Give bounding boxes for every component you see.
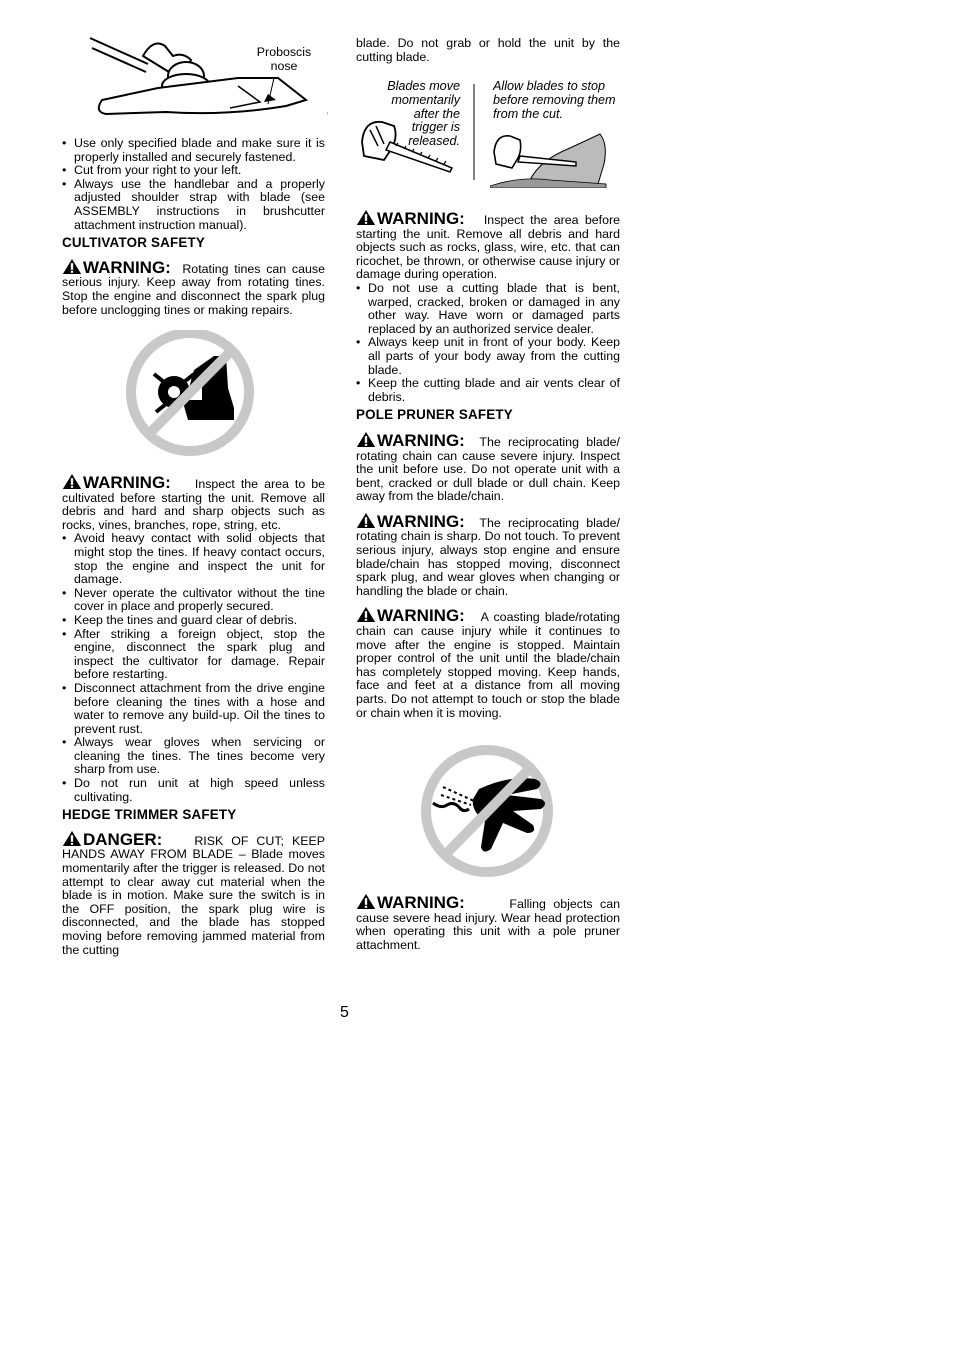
- pointer-line: [262, 76, 282, 108]
- caption-blades-move: Blades move momentarily after the trigger is released.: [387, 79, 460, 149]
- warning-paragraph: [356, 606, 620, 720]
- list-item: • Keep the tines and guard clear of debris.: [62, 614, 325, 628]
- cultivator-bullet-list: [62, 532, 325, 804]
- caption-divider: [472, 84, 476, 180]
- warning-icon: [356, 209, 376, 226]
- warning-text: Rotating tines can cause serious injury. Keep away from rotating tines. Stop the engine and disconnect the spark plug before unclogging tines or making repairs.: [62, 261, 325, 317]
- no-hands-feet-tines-figure: [124, 330, 258, 460]
- proboscis-nose-label: [249, 45, 319, 73]
- list-item: • Disconnect attachment from the drive engine before cleaning the tines with a hose and water to remove any build-up. Oil the tines to prevent rust.: [62, 682, 325, 736]
- warning-label: WARNING:: [377, 430, 465, 450]
- hedge-trimmer-illustration-right: [490, 128, 610, 188]
- list-item: • Never operate the cultivator without the tine cover in place and properly secured.: [62, 587, 325, 614]
- prohibition-symbol-2: [419, 745, 555, 879]
- danger-paragraph: [62, 830, 325, 957]
- warning-icon: [62, 258, 82, 275]
- warning-paragraph: [356, 512, 620, 599]
- falling-objects-block: [356, 893, 620, 952]
- warning-paragraph: [62, 473, 325, 532]
- cultivator-warning-block: [62, 473, 325, 957]
- list-item: • Keep the cutting blade and air vents clear of debris.: [356, 377, 620, 404]
- no-touch-chain-figure: [419, 745, 555, 879]
- warning-label: WARNING:: [377, 209, 465, 228]
- label-line-1: Proboscis: [256, 45, 312, 59]
- warning-icon: [62, 473, 82, 490]
- page-number: 5: [340, 1004, 349, 1021]
- list-item: • Do not use a cutting blade that is bent, warped, cracked, broken or damaged in any other way. Have worn or damaged parts replaced by an authorized service dealer.: [356, 282, 620, 336]
- pole-pruner-heading: POLE PRUNER SAFETY: [356, 407, 513, 423]
- warning-icon: [356, 512, 376, 529]
- area-warning-block: [356, 209, 620, 720]
- warning-icon: [356, 431, 376, 448]
- hedge-trimmer-illustration-left: [356, 116, 456, 176]
- top-bullet-list: [62, 137, 325, 232]
- caption-allow-stop: Allow blades to stop before removing them from the cut.: [493, 79, 616, 121]
- warning-paragraph: [62, 258, 325, 317]
- list-item: • Use only specified blade and make sure it is properly installed and securely fastened.: [62, 137, 325, 164]
- area-bullet-list: [356, 282, 620, 404]
- warning-text: A coasting blade/rotating chain can cause injury while it continues to move after the engine is stopped. Maintain proper control of the unit until the blade/chain has completely stopped moving. Keep hands, face and feet at a distance from all moving parts. Do not attempt to touch or stop the blade or chain when it is moving.: [356, 610, 620, 720]
- prohibition-symbol-1: [124, 330, 258, 460]
- danger-text: RISK OF CUT; KEEP HANDS AWAY FROM BLADE – Blade moves momentarily after the trigger is released. Do not attempt to clear away cut material when the blade is in motion. Make sure the switch is in the OFF position, the spark plug wire is disconnected, and the blade has stopped moving before removing jammed material from the cutting: [62, 833, 325, 957]
- list-item: • Cut from your right to your left.: [62, 164, 325, 178]
- warning-label: WARNING:: [83, 257, 171, 277]
- warning-paragraph: [356, 893, 620, 952]
- list-item: • Do not run unit at high speed unless cultivating.: [62, 777, 325, 804]
- warning-icon: [356, 893, 376, 910]
- danger-icon: [62, 830, 82, 847]
- warning-label: WARNING:: [83, 473, 171, 492]
- list-item: • Avoid heavy contact with solid objects that might stop the tines. If heavy contact occurs, stop the engine and inspect the unit for damage.: [62, 532, 325, 586]
- warning-label: WARNING:: [377, 606, 465, 626]
- list-item: • After striking a foreign object, stop the engine, disconnect the spark plug and inspect the cultivator for damage. Repair before restarting.: [62, 628, 325, 682]
- danger-label: DANGER:: [83, 829, 163, 849]
- cultivator-heading: CULTIVATOR SAFETY: [62, 235, 206, 251]
- warning-paragraph: [356, 209, 620, 282]
- warning-icon: [356, 606, 376, 623]
- continuation-text: blade. Do not grab or hold the unit by the cutting blade.: [356, 36, 620, 64]
- warning-text: Inspect the area to be cultivated before starting the unit. Remove all debris and hard and sharp objects such as rocks, vines, branches, rope, string, etc.: [62, 477, 325, 532]
- warning-label: WARNING:: [377, 893, 465, 912]
- warning-text: The reciprocating blade/ rotating chain is sharp. Do not touch. To prevent serious injury, always stop engine and ensure blade/chain has stopped moving, disconnect spark plug, and wear gloves when changing or handling the blade or chain.: [356, 515, 620, 598]
- list-item: • Always use the handlebar and a properly adjusted shoulder strap with blade (see ASSEMBLY instructions in brushcutter attachment instruction manual).: [62, 178, 325, 232]
- warning-label: WARNING:: [377, 511, 465, 531]
- label-line-2: nose: [270, 59, 298, 73]
- warning-text: Inspect the area before starting the unit. Remove all debris and hard objects such as rocks, glass, wire, etc. that can ricochet, be thrown, or otherwise cause injury or damage during operation.: [356, 213, 620, 282]
- list-item: • Always keep unit in front of your body. Keep all parts of your body away from the cutting blade.: [356, 336, 620, 377]
- hedge-heading: HEDGE TRIMMER SAFETY: [62, 807, 237, 823]
- list-item: • Always wear gloves when servicing or cleaning the tines. The tines become very sharp from use.: [62, 736, 325, 777]
- warning-paragraph: [356, 431, 620, 504]
- top-bullets-block: [62, 137, 325, 317]
- warning-text: The reciprocating blade/ rotating chain can cause severe injury. Inspect the unit before use. Do not operate unit with a bent, cracked or dull blade or dull chain. Keep away from the blade/chain.: [356, 434, 620, 504]
- warning-text: Falling objects can cause severe head injury. Wear head protection when operating this unit with a pole pruner attachment.: [356, 897, 621, 952]
